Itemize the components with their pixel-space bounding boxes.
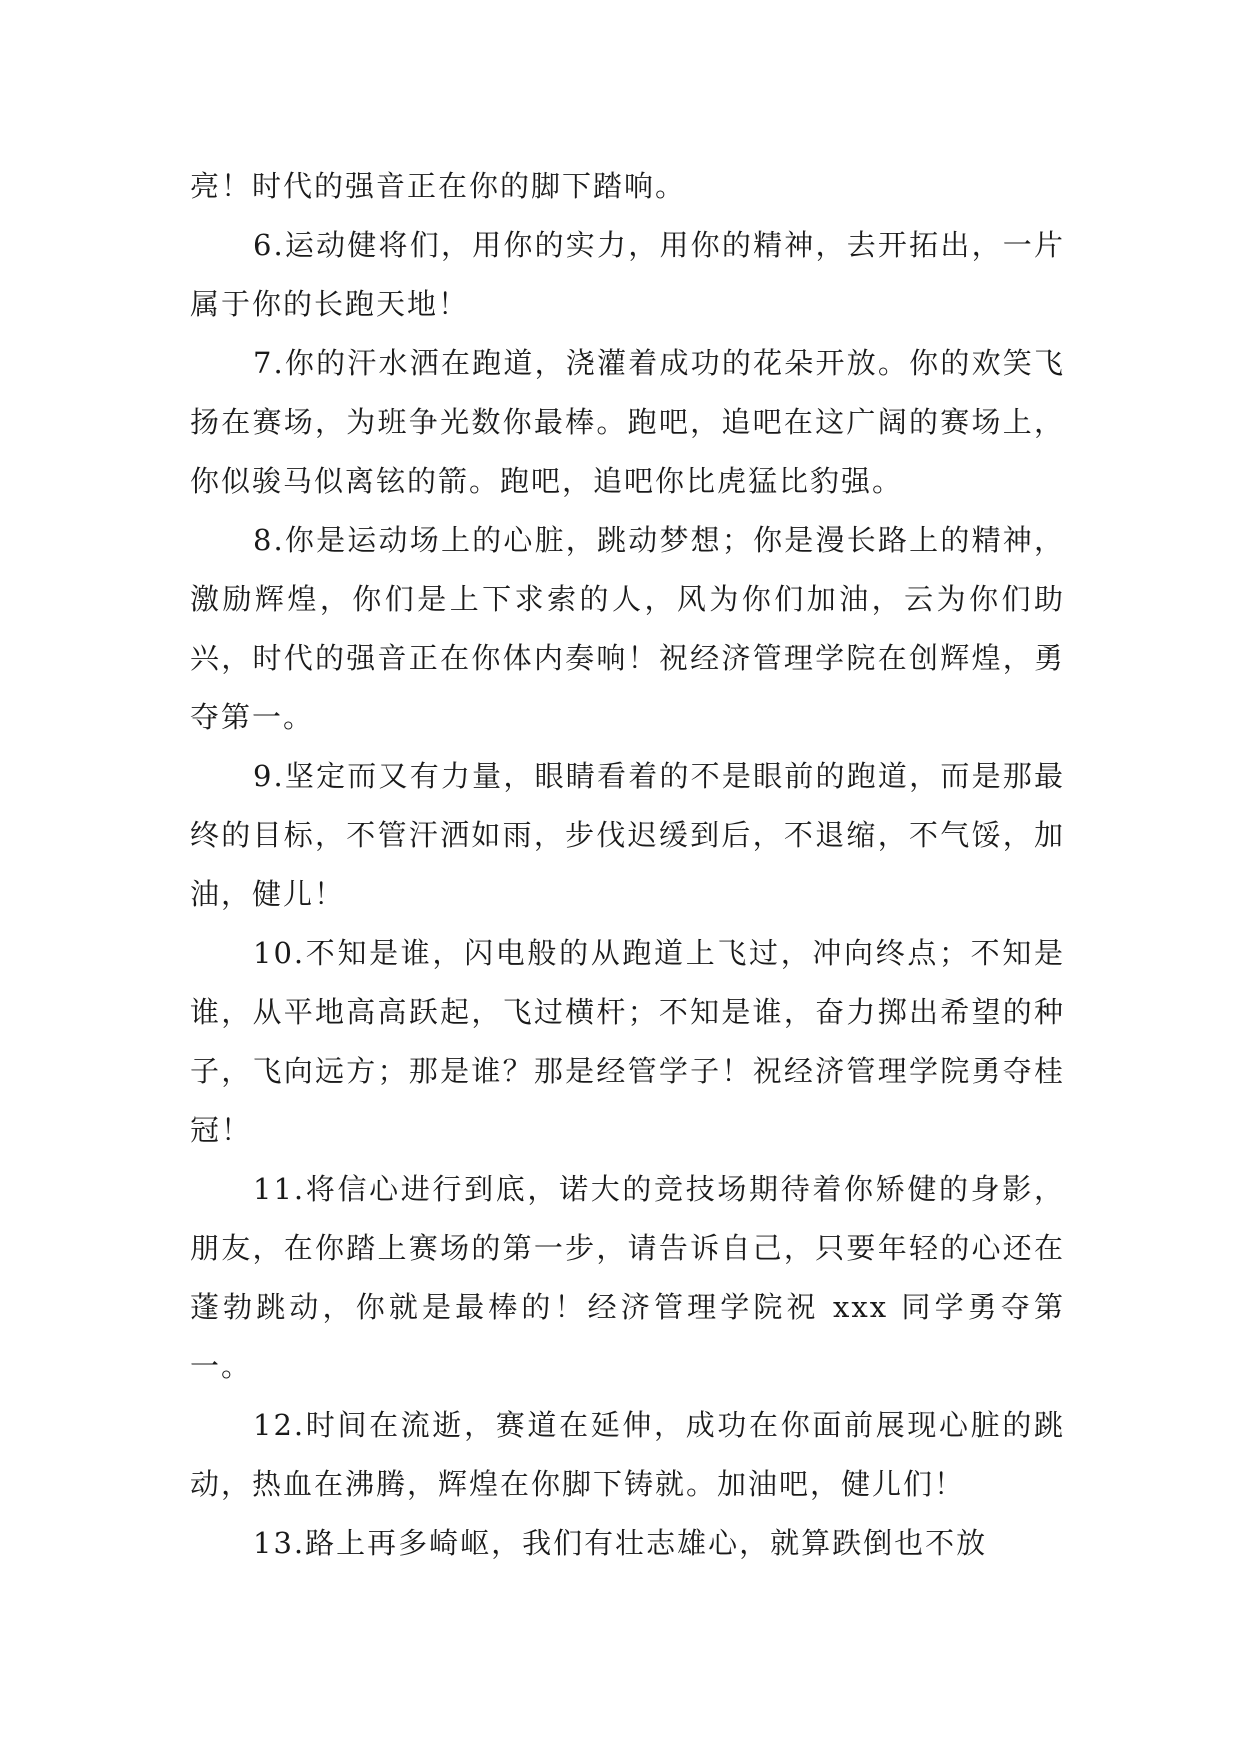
paragraph-item-13: 13.路上再多崎岖，我们有壮志雄心，就算跌倒也不放 xyxy=(253,1526,988,1560)
paragraph-item-11: 11.将信心进行到底，诺大的竞技场期待着你矫健的身影，朋友，在你踏上赛场的第一步，请告诉自己，只要年轻的心还在蓬勃跳动，你就是最棒的！经济管理学院祝 xxx 同学勇夺第一。 xyxy=(190,1172,1065,1383)
paragraph-item-8: 8.你是运动场上的心脏，跳动梦想；你是漫长路上的精神，激励辉煌，你们是上下求索的人，风为你们加油，云为你们助兴，时代的强音正在你体内奏响！祝经济管理学院在创辉煌，勇夺第一。 xyxy=(190,523,1065,734)
paragraph-continuation: 亮！时代的强音正在你的脚下踏响。 xyxy=(190,169,687,203)
paragraph-item-7: 7.你的汗水洒在跑道，浇灌着成功的花朵开放。你的欢笑飞扬在赛场，为班争光数你最棒。跑吧，追吧在这广阔的赛场上，你似骏马似离铉的箭。跑吧，追吧你比虎猛比豹强。 xyxy=(190,346,1065,498)
paragraph-item-10: 10.不知是谁，闪电般的从跑道上飞过，冲向终点；不知是谁，从平地高高跃起，飞过横杆；不知是谁，奋力掷出希望的种子，飞向远方；那是谁？那是经管学子！祝经济管理学院勇夺桂冠！ xyxy=(190,936,1065,1147)
paragraph-item-12: 12.时间在流逝，赛道在延伸，成功在你面前展现心脏的跳动，热血在沸腾，辉煌在你脚下铸就。加油吧，健儿们！ xyxy=(190,1408,1065,1501)
document-body xyxy=(190,157,1065,1573)
paragraph-item-6: 6.运动健将们，用你的实力，用你的精神，去开拓出，一片属于你的长跑天地！ xyxy=(190,228,1065,321)
paragraph-item-9: 9.坚定而又有力量，眼睛看着的不是眼前的跑道，而是那最终的目标，不管汗洒如雨，步伐迟缓到后，不退缩，不气馁，加油，健儿！ xyxy=(190,759,1065,911)
